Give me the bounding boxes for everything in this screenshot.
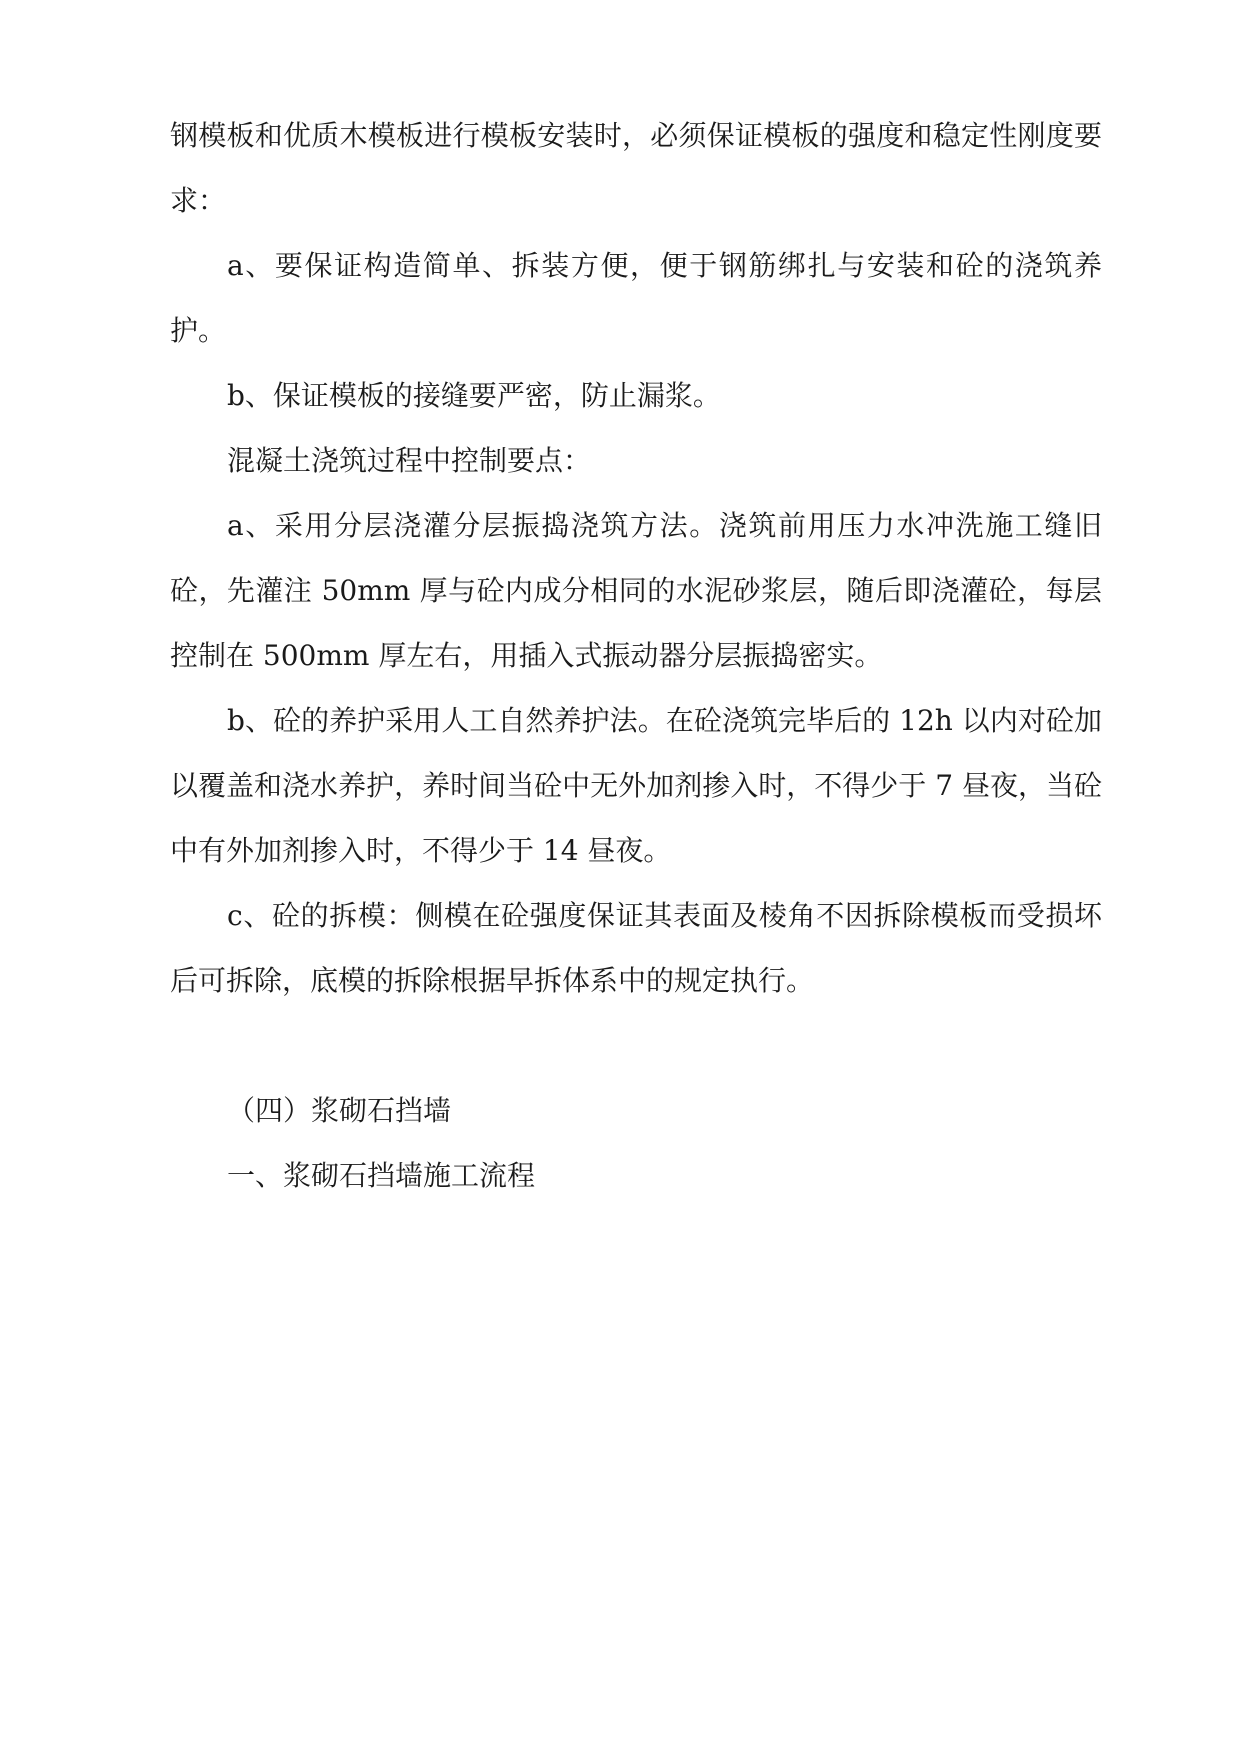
subsection-heading: 一、浆砌石挡墙施工流程 [227, 1159, 536, 1192]
paragraph-item-b-joints: b、保证模板的接缝要严密，防止漏浆。 [227, 379, 721, 412]
section-heading: （四）浆砌石挡墙 [227, 1094, 452, 1127]
document-body [170, 103, 1102, 1208]
paragraph-item-b-curing: b、砼的养护采用人工自然养护法。在砼浇筑完毕后的 12h 以内对砼加以覆盖和浇水养护，养时间当砼中无外加剂掺入时，不得少于 7 昼夜，当砼中有外加剂掺入时，不得少于 14 昼夜。 [170, 704, 1102, 867]
paragraph-concrete-control-points: 混凝土浇筑过程中控制要点： [227, 444, 592, 477]
section-spacer [170, 1013, 1102, 1078]
paragraph-item-a-layered-pouring: a、采用分层浇灌分层振捣浇筑方法。浇筑前用压力水冲洗施工缝旧砼，先灌注 50mm 厚与砼内成分相同的水泥砂浆层，随后即浇灌砼，每层控制在 500mm 厚左右，用插入式振动器分层振捣密实。 [170, 509, 1102, 672]
paragraph-item-a-structure: a、要保证构造简单、拆装方便，便于钢筋绑扎与安装和砼的浇筑养护。 [170, 249, 1102, 347]
paragraph-item-c-formwork-removal: c、砼的拆模：侧模在砼强度保证其表面及棱角不因拆除模板而受损坏后可拆除，底模的拆除根据早拆体系中的规定执行。 [170, 899, 1102, 997]
paragraph-formwork-requirements: 钢模板和优质木模板进行模板安装时，必须保证模板的强度和稳定性刚度要求： [170, 119, 1102, 217]
